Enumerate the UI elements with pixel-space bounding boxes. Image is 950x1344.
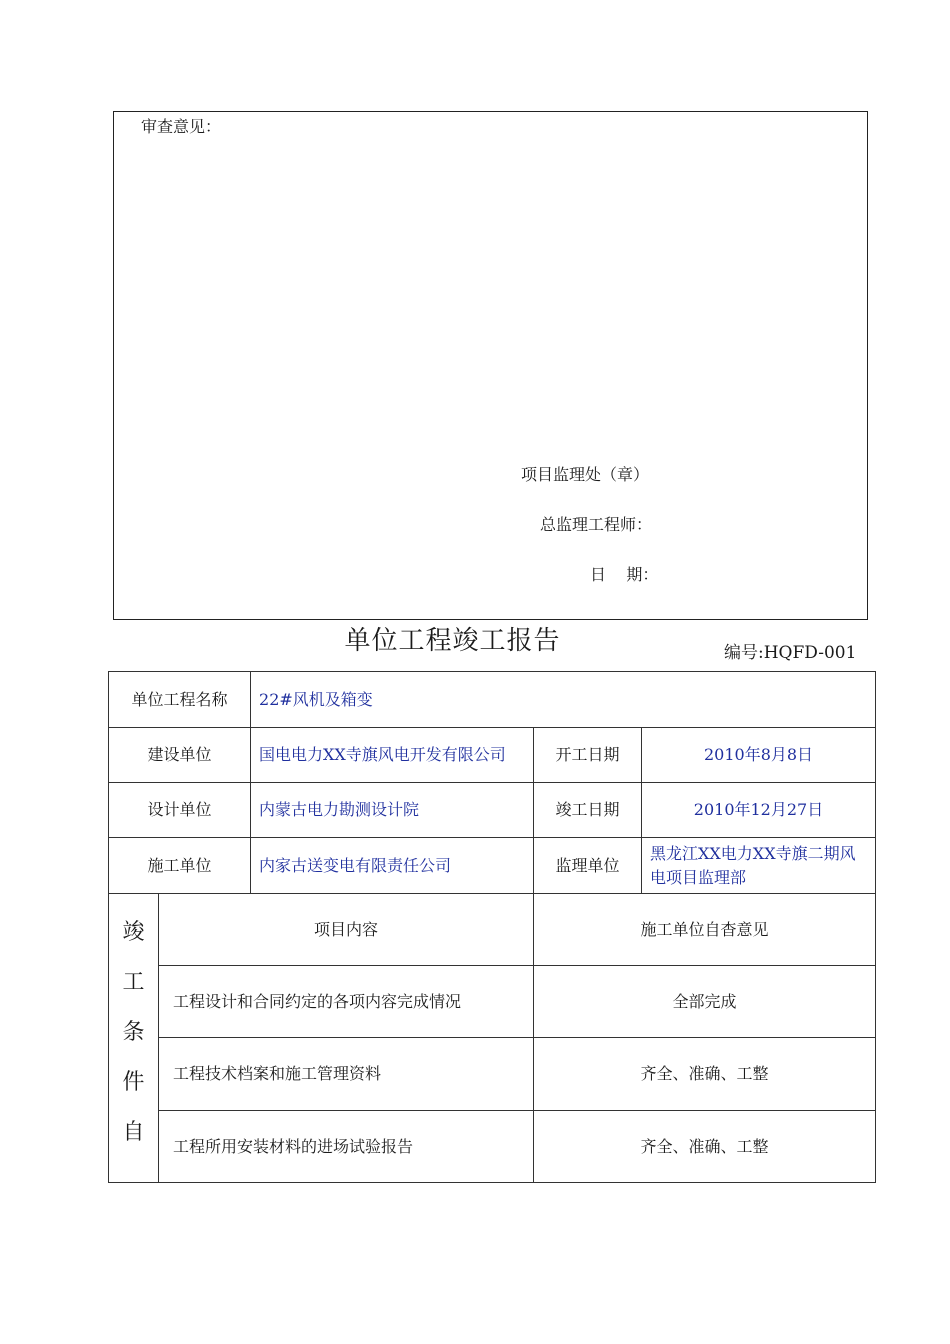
table-row [109, 672, 876, 728]
design-unit-value: 内蒙古电力勘测设计院 [251, 783, 534, 838]
design-unit-label: 设计单位 [109, 783, 251, 838]
condition-opinion: 全部完成 [534, 966, 876, 1038]
side-char: 自 [122, 1120, 145, 1145]
supervision-unit-value: 黑龙江XX电力XX寺旗二期风电项目监理部 [642, 838, 876, 894]
supervision-office-label: 项目监理处（章） [521, 465, 650, 484]
table-row [109, 728, 876, 783]
table-row [109, 838, 876, 894]
condition-opinion: 齐全、准确、工整 [534, 1111, 876, 1183]
table-row [109, 1038, 876, 1111]
report-table [108, 671, 876, 1183]
completion-date-label: 竣工日期 [534, 783, 642, 838]
condition-item: 工程设计和合同约定的各项内容完成情况 [159, 966, 534, 1038]
condition-opinion: 齐全、准确、工整 [534, 1038, 876, 1111]
document-number: 编号:HQFD-001 [724, 643, 857, 663]
table-row [109, 966, 876, 1038]
report-title: 单位工程竣工报告 [344, 626, 561, 656]
table-row [109, 894, 876, 966]
condition-item: 工程技术档案和施工管理资料 [159, 1038, 534, 1111]
review-date-label: 日 期： [590, 565, 659, 584]
project-name-value: 22#风机及箱变 [251, 672, 876, 728]
side-char: 工 [122, 970, 145, 995]
table-row [109, 783, 876, 838]
side-char: 竣 [122, 920, 145, 945]
builder-unit-label: 施工单位 [109, 838, 251, 894]
completion-date-value: 2010年12月27日 [642, 783, 876, 838]
construction-unit-value: 国电电力XX寺旗风电开发有限公司 [251, 728, 534, 783]
start-date-label: 开工日期 [534, 728, 642, 783]
table-row [109, 1111, 876, 1183]
builder-unit-value: 内家古送变电有限责任公司 [251, 838, 534, 894]
supervision-unit-label: 监理单位 [534, 838, 642, 894]
side-char: 条 [122, 1020, 145, 1045]
review-box [113, 111, 868, 620]
side-char: 件 [122, 1070, 145, 1095]
chief-engineer-label: 总监理工程师： [540, 515, 653, 534]
construction-unit-label: 建设单位 [109, 728, 251, 783]
condition-item: 工程所用安装材料的进场试验报告 [159, 1111, 534, 1183]
review-label: 审查意见： [141, 117, 222, 136]
self-check-header: 施工单位自杳意见 [534, 894, 876, 966]
item-content-header: 项目内容 [159, 894, 534, 966]
project-name-label: 单位工程名称 [109, 672, 251, 728]
completion-conditions-side-label [109, 894, 159, 1183]
start-date-value: 2010年8月8日 [642, 728, 876, 783]
